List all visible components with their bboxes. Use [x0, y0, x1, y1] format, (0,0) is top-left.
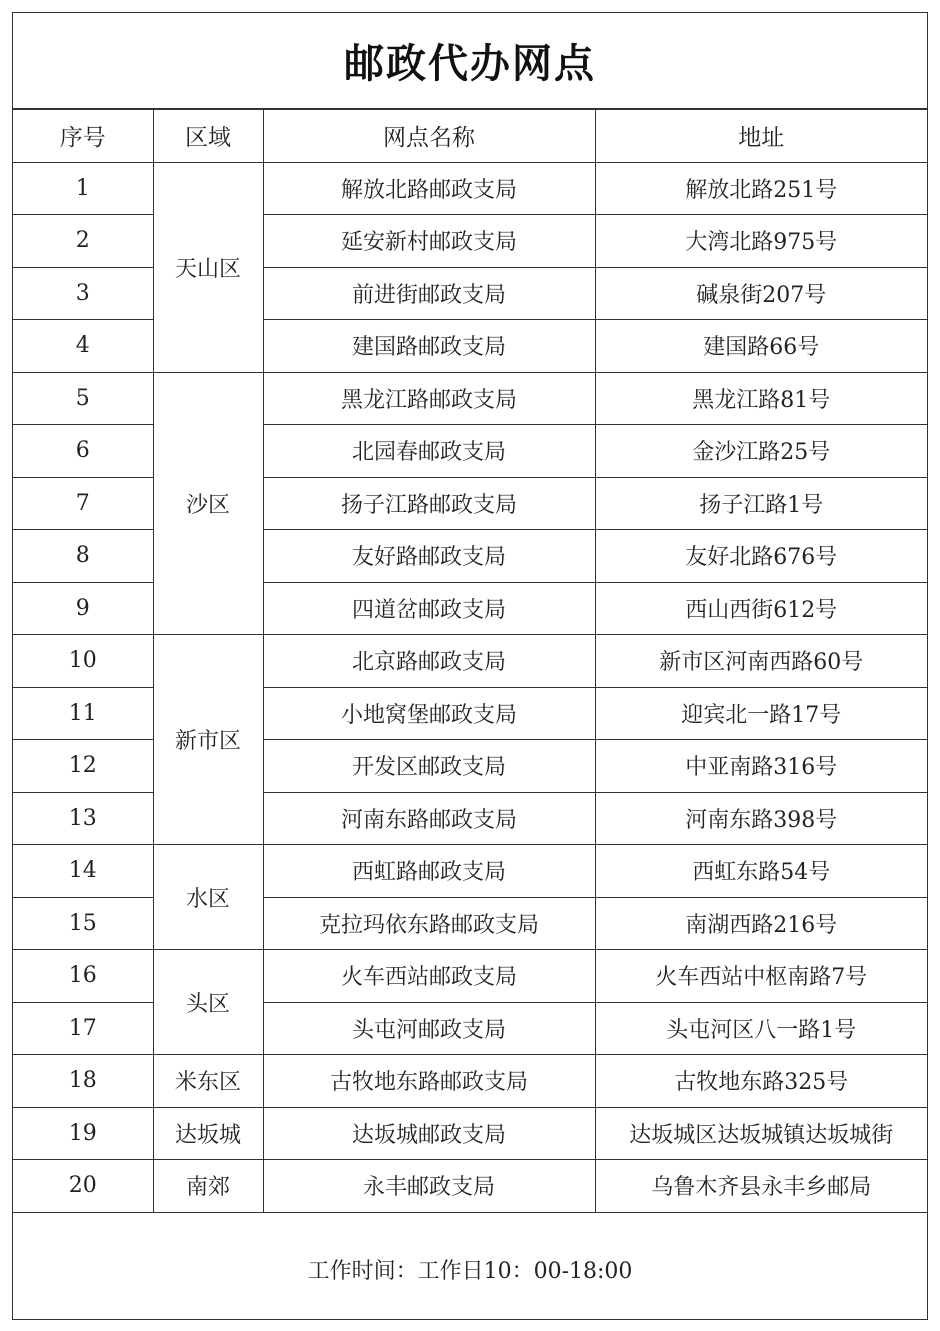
table-row [13, 845, 927, 898]
notice-sheet [12, 12, 928, 1320]
row-seq: 19 [13, 1107, 153, 1160]
row-address: 扬子江路1号 [595, 477, 927, 530]
row-seq: 15 [13, 897, 153, 950]
table-row [13, 582, 927, 635]
table-row [13, 897, 927, 950]
row-outlet-name: 头屯河邮政支局 [263, 1002, 595, 1055]
table-row [13, 215, 927, 268]
row-address: 迎宾北一路17号 [595, 687, 927, 740]
table-row [13, 530, 927, 583]
row-district: 头区 [153, 950, 263, 1055]
row-address: 古牧地东路325号 [595, 1055, 927, 1108]
row-outlet-name: 达坂城邮政支局 [263, 1107, 595, 1160]
row-seq: 2 [13, 215, 153, 268]
table-row [13, 687, 927, 740]
table-row [13, 1055, 927, 1108]
header-address: 地址 [595, 110, 927, 163]
header-seq: 序号 [13, 110, 153, 163]
row-district: 水区 [153, 845, 263, 950]
row-district: 新市区 [153, 635, 263, 845]
row-address: 碱泉街207号 [595, 267, 927, 320]
row-outlet-name: 友好路邮政支局 [263, 530, 595, 583]
table-row [13, 950, 927, 1003]
row-outlet-name: 永丰邮政支局 [263, 1160, 595, 1213]
row-address: 解放北路251号 [595, 162, 927, 215]
row-address: 西山西街612号 [595, 582, 927, 635]
row-outlet-name: 开发区邮政支局 [263, 740, 595, 793]
table-row [13, 1002, 927, 1055]
row-seq: 14 [13, 845, 153, 898]
row-district: 沙区 [153, 372, 263, 635]
row-address: 新市区河南西路60号 [595, 635, 927, 688]
row-district: 米东区 [153, 1055, 263, 1108]
row-seq: 3 [13, 267, 153, 320]
row-outlet-name: 扬子江路邮政支局 [263, 477, 595, 530]
row-address: 建国路66号 [595, 320, 927, 373]
row-seq: 20 [13, 1160, 153, 1213]
table-row [13, 792, 927, 845]
row-outlet-name: 黑龙江路邮政支局 [263, 372, 595, 425]
row-outlet-name: 克拉玛依东路邮政支局 [263, 897, 595, 950]
row-seq: 7 [13, 477, 153, 530]
row-address: 河南东路398号 [595, 792, 927, 845]
row-address: 大湾北路975号 [595, 215, 927, 268]
row-seq: 8 [13, 530, 153, 583]
outlet-table [13, 109, 927, 1213]
row-address: 黑龙江路81号 [595, 372, 927, 425]
row-address: 中亚南路316号 [595, 740, 927, 793]
row-seq: 10 [13, 635, 153, 688]
row-outlet-name: 古牧地东路邮政支局 [263, 1055, 595, 1108]
row-address: 金沙江路25号 [595, 425, 927, 478]
working-hours: 工作时间：工作日10：00-18:00 [307, 1258, 633, 1284]
table-row [13, 320, 927, 373]
row-outlet-name: 解放北路邮政支局 [263, 162, 595, 215]
table-row [13, 372, 927, 425]
row-address: 头屯河区八一路1号 [595, 1002, 927, 1055]
row-address: 达坂城区达坂城镇达坂城街 [595, 1107, 927, 1160]
row-address: 乌鲁木齐县永丰乡邮局 [595, 1160, 927, 1213]
row-seq: 4 [13, 320, 153, 373]
row-seq: 6 [13, 425, 153, 478]
row-seq: 5 [13, 372, 153, 425]
row-seq: 17 [13, 1002, 153, 1055]
row-seq: 13 [13, 792, 153, 845]
row-outlet-name: 西虹路邮政支局 [263, 845, 595, 898]
table-row [13, 477, 927, 530]
row-seq: 12 [13, 740, 153, 793]
row-seq: 9 [13, 582, 153, 635]
row-outlet-name: 小地窝堡邮政支局 [263, 687, 595, 740]
table-header-row [13, 110, 927, 163]
row-address: 南湖西路216号 [595, 897, 927, 950]
row-seq: 16 [13, 950, 153, 1003]
page-title: 邮政代办网点 [13, 13, 927, 109]
row-district: 南郊 [153, 1160, 263, 1213]
row-address: 西虹东路54号 [595, 845, 927, 898]
table-row [13, 1160, 927, 1213]
row-address: 友好北路676号 [595, 530, 927, 583]
row-district: 达坂城 [153, 1107, 263, 1160]
row-outlet-name: 延安新村邮政支局 [263, 215, 595, 268]
row-seq: 1 [13, 162, 153, 215]
row-outlet-name: 北京路邮政支局 [263, 635, 595, 688]
table-body [13, 162, 927, 1212]
row-outlet-name: 前进街邮政支局 [263, 267, 595, 320]
header-name: 网点名称 [263, 110, 595, 163]
table-row [13, 162, 927, 215]
row-district: 天山区 [153, 162, 263, 372]
table-row [13, 267, 927, 320]
table-row [13, 740, 927, 793]
row-outlet-name: 四道岔邮政支局 [263, 582, 595, 635]
table-row [13, 425, 927, 478]
row-seq: 18 [13, 1055, 153, 1108]
row-outlet-name: 河南东路邮政支局 [263, 792, 595, 845]
row-outlet-name: 北园春邮政支局 [263, 425, 595, 478]
row-outlet-name: 建国路邮政支局 [263, 320, 595, 373]
header-district: 区域 [153, 110, 263, 163]
row-address: 火车西站中枢南路7号 [595, 950, 927, 1003]
row-seq: 11 [13, 687, 153, 740]
table-row [13, 1107, 927, 1160]
row-outlet-name: 火车西站邮政支局 [263, 950, 595, 1003]
table-row [13, 635, 927, 688]
